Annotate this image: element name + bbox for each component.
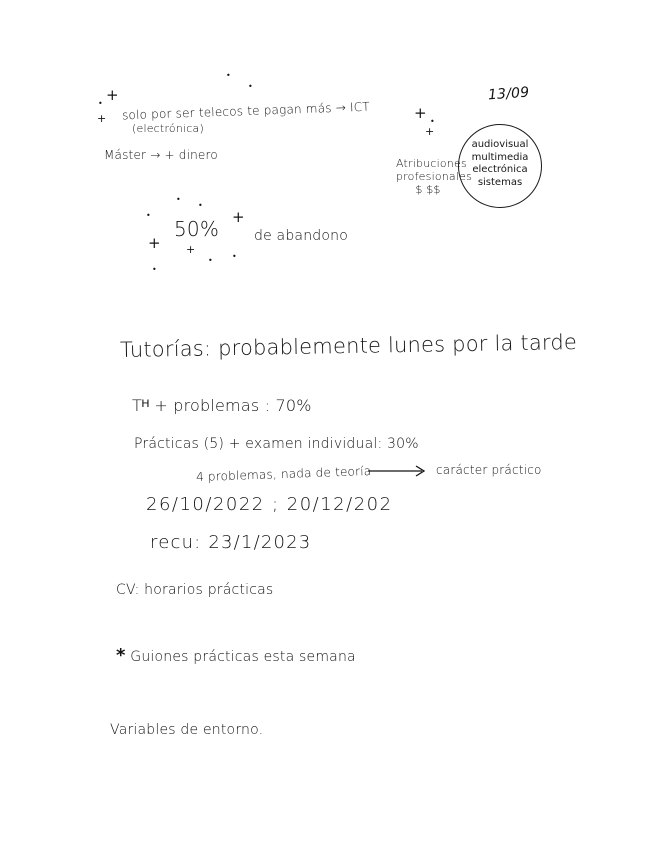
theory-weight: Tᴴ + problemas : 70% bbox=[132, 396, 312, 415]
decorative-plus: + bbox=[425, 125, 435, 138]
asterisk-icon: * bbox=[116, 645, 126, 666]
decorative-dot: • bbox=[232, 252, 237, 261]
specialty-multimedia: multimedia bbox=[471, 151, 529, 163]
decorative-dot: • bbox=[248, 82, 253, 91]
decorative-dot: • bbox=[98, 99, 103, 108]
decorative-dot: • bbox=[146, 211, 151, 220]
decorative-plus: + bbox=[106, 86, 119, 104]
note-master-text: Máster bbox=[104, 148, 147, 162]
decorative-dot: • bbox=[226, 71, 231, 80]
note-salary-text: solo por ser telecos te pagan más bbox=[121, 101, 332, 123]
specialty-sistemas: sistemas bbox=[477, 176, 523, 188]
arrow-icon bbox=[368, 465, 428, 477]
decorative-plus: + bbox=[186, 243, 196, 256]
decorative-plus: + bbox=[232, 208, 245, 226]
decorative-dot: • bbox=[152, 265, 157, 274]
recu-date: recu: 23/1/2023 bbox=[150, 532, 312, 553]
practice-weight: Prácticas (5) + examen individual: 30% bbox=[134, 436, 419, 452]
note-salary-tail: ICT bbox=[349, 99, 371, 115]
decorative-dot: • bbox=[198, 201, 203, 210]
attributions-line-2: profesionales bbox=[396, 170, 473, 183]
abandon-text: de abandono bbox=[254, 228, 348, 244]
specialty-audiovisual: audiovisual bbox=[471, 139, 529, 150]
guiones-text: Guiones prácticas esta semana bbox=[130, 649, 356, 665]
exam-note: 4 problemas, nada de teoría bbox=[195, 463, 372, 485]
note-line-master bbox=[104, 148, 218, 162]
specialties-list bbox=[459, 139, 541, 189]
specialties-circle bbox=[458, 124, 542, 208]
exam-note-tail: carácter práctico bbox=[436, 463, 542, 477]
guiones-line bbox=[116, 645, 356, 666]
decorative-dot: • bbox=[430, 117, 435, 126]
note-line-salary bbox=[122, 100, 370, 123]
note-salary-arrow: → bbox=[335, 100, 347, 115]
date-label: 13/09 bbox=[487, 84, 530, 104]
attributions-line-3: $ $$ bbox=[415, 183, 441, 196]
note-master-tail: + dinero bbox=[164, 148, 218, 162]
note-electronics: (electrónica) bbox=[132, 122, 204, 135]
tutorias-line: Tutorías: probablemente lunes por la tarde bbox=[119, 330, 578, 362]
attributions-line-1: Atribuciones bbox=[396, 157, 467, 170]
decorative-plus: + bbox=[97, 112, 107, 125]
cv-horarios: CV: horarios prácticas bbox=[116, 582, 274, 598]
exam-dates: 26/10/2022 ; 20/12/202 bbox=[146, 494, 393, 515]
decorative-dot: • bbox=[208, 256, 213, 265]
decorative-dot: • bbox=[176, 195, 181, 204]
decorative-plus: + bbox=[414, 104, 427, 122]
note-master-arrow: → bbox=[150, 148, 161, 162]
decorative-plus: + bbox=[148, 234, 161, 252]
abandon-percent: 50% bbox=[174, 217, 220, 241]
variables-line: Variables de entorno. bbox=[110, 722, 264, 738]
attributions-block bbox=[396, 157, 473, 196]
specialty-electronica: electrónica bbox=[472, 164, 528, 175]
